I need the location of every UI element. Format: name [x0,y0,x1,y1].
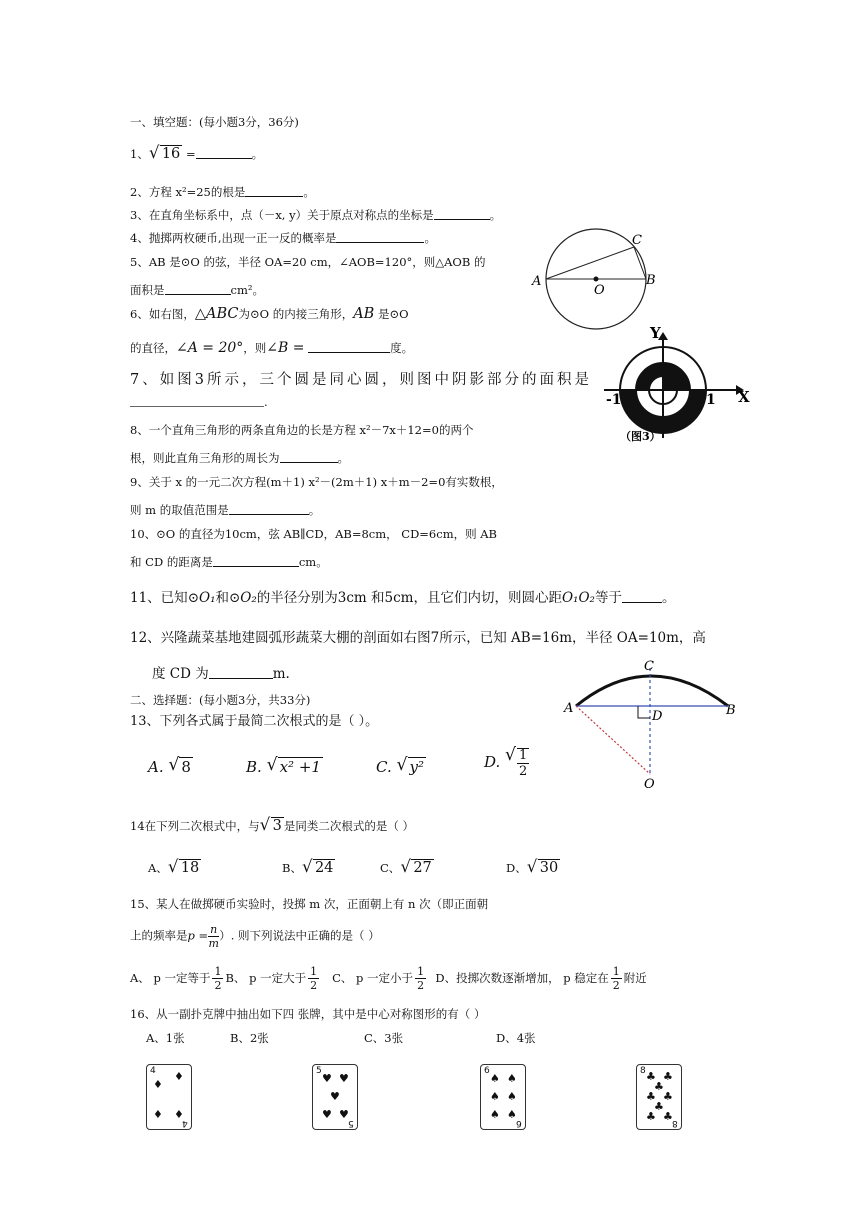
club-icon: ♣ [663,1070,673,1083]
figure-3-concentric-circles [596,322,756,444]
fig7-label-o: O [644,777,655,792]
question-15-line2: 上的频率是p = $\frac{n}{m}$ ）. 则下列说法中正确的是（ ） [130,923,380,950]
question-7-line2: . [130,394,268,410]
fig3-pos-one: 1 [706,392,716,408]
q1-answer-blank[interactable] [196,146,252,159]
question-11: 11、已知⊙O₁和⊙O₂的半径分别为3cm 和5cm，且它们内切，则圆心距O₁O₂等于 。 [130,590,676,606]
question-14: 14在下列二次根式中，与√ 3 是同类二次根式的是（ ） [130,818,414,835]
q14-option-c[interactable]: C、√ 27 [380,860,434,876]
question-10-line2: 和 CD 的距离是 cm。 [130,555,328,569]
figure-7-arc [560,656,750,792]
club-icon: ♣ [654,1100,664,1113]
q1-eq: = [185,147,196,161]
fig7-label-c: C [644,659,654,674]
question-8-line2: 根，则此直角三角形的周长为 。 [130,451,349,465]
card-four-of-diamonds: 4 4 ♦ ♦ ♦ ♦ [146,1064,192,1130]
heart-icon: ♥ [339,1108,349,1121]
question-4: 4、抛掷两枚硬币,出现一正一反的概率是 。 [130,231,436,245]
card-five-of-hearts: 5 5 ♥ ♥ ♥ ♥ ♥ [312,1064,358,1130]
question-12-line1: 12、兴隆蔬菜基地建圆弧形蔬菜大棚的剖面如右图7所示，已知 AB=16m，半径 OA=10m，高 [130,630,706,646]
q14-option-d[interactable]: D、√ 30 [506,860,560,876]
q15-option-b[interactable]: B、 p 一定大于 $\frac{1}{2}$ [225,965,318,992]
heart-icon: ♥ [322,1072,332,1085]
heart-icon: ♥ [330,1090,340,1103]
figure-circle-triangle [524,228,654,332]
question-9-line2: 则 m 的取值范围是 。 [130,503,321,517]
q9-answer-blank[interactable] [229,502,309,515]
question-9-line1: 9、关于 x 的一元二次方程(m＋1) x²－(2m＋1) x＋m－2=0有实数根， [130,475,503,489]
q5-answer-blank[interactable] [165,282,231,295]
spade-icon: ♠ [507,1090,517,1103]
club-icon: ♣ [646,1070,656,1083]
question-10-line1: 10、⊙O 的直径为10cm，弦 AB∥CD，AB=8cm， CD=6cm，则 AB [130,527,498,541]
fig1-label-o: O [594,283,605,298]
q13-option-d[interactable]: D. √ $\frac{1}{2}$ [484,748,529,778]
section2-title: 二、选择题：(每小题3分，共33分) [130,693,311,707]
question-6-line1: 6、如右图，△ABC为⊙O 的内接三角形，AB 是⊙O [130,306,409,322]
q15-option-c[interactable]: C、 p 一定小于 $\frac{1}{2}$ [332,965,425,992]
question-8-line1: 8、一个直角三角形的两条直角边的长是方程 x²－7x＋12=0的两个 [130,423,474,437]
question-5-line2: 面积是 cm²。 [130,283,264,297]
question-15-options [130,966,647,991]
question-6-line2: 的直径，∠A = 20°，则∠B = 度。 [130,340,414,356]
q3-answer-blank[interactable] [434,207,490,220]
q16-option-b[interactable]: B、2张 [230,1031,269,1045]
question-15-line1: 15、某人在做掷硬币实验时，投掷 m 次，正面朝上有 n 次（即正面朝 [130,897,489,911]
q6-answer-blank[interactable] [308,340,390,353]
fig1-label-a: A [532,274,542,289]
club-icon: ♣ [646,1110,656,1123]
q8-answer-blank[interactable] [280,450,338,463]
q13-option-a[interactable]: A. √ 8 [148,758,193,776]
q15-option-a[interactable]: A、 p 一定等于 $\frac{1}{2}$ [130,965,222,992]
spade-icon: ♠ [490,1072,500,1085]
question-12-line2: 度 CD 为 m. [152,666,290,682]
q4-answer-blank[interactable] [336,230,424,243]
q13-option-c[interactable]: C. √ y² [376,758,426,776]
fig3-caption: （图3） [620,430,661,443]
fig3-x-label: X [738,388,750,406]
diamond-icon: ♦ [174,1070,184,1083]
card-eight-of-clubs: 8 8 ♣ ♣ ♣ ♣ ♣ ♣ ♣ ♣ [636,1064,682,1130]
fig7-label-d: D [652,709,663,724]
fig7-label-b: B [726,703,736,718]
spade-icon: ♠ [507,1072,517,1085]
question-5-line1: 5、AB 是⊙O 的弦，半径 OA=20 cm，∠AOB=120°，则△AOB 的 [130,255,486,269]
spade-icon: ♠ [507,1108,517,1121]
fig3-y-label: Y [650,324,661,342]
q14-option-a[interactable]: A、√ 18 [148,860,201,876]
fig1-label-b: B [646,273,656,288]
q16-option-d[interactable]: D、4张 [496,1031,536,1045]
q15-option-d[interactable]: D、投掷次数逐渐增加， p 稳定在 $\frac{1}{2}$ 附近 [435,965,647,992]
q16-option-a[interactable]: A、1张 [146,1031,185,1045]
q12-answer-blank[interactable] [209,666,273,679]
q1-num: 1、 [130,147,149,161]
spade-icon: ♠ [490,1090,500,1103]
card-six-of-spades: 6 6 ♠ ♠ ♠ ♠ ♠ ♠ [480,1064,526,1130]
question-16: 16、从一副扑克牌中抽出如下四 张牌，其中是中心对称图形的有（ ） [130,1007,486,1021]
question-13: 13、下列各式属于最简二次根式的是（ ）。 [130,714,379,729]
q2-answer-blank[interactable] [245,184,303,197]
heart-icon: ♥ [322,1108,332,1121]
diamond-icon: ♦ [153,1078,163,1091]
question-1: 1、√ 16 = 。 [130,146,263,163]
fig7-label-a: A [564,701,574,716]
question-7-line1: 7、如图3所示，三个圆是同心圆，则图中阴影部分的面积是 [130,372,592,388]
q7-answer-blank[interactable] [130,394,264,407]
q16-option-c[interactable]: C、3张 [364,1031,404,1045]
heart-icon: ♥ [339,1072,349,1085]
q1-radical: √ 16 [149,146,182,163]
section1-title: 一、填空题：(每小题3分，36分) [130,115,299,129]
q14-option-b[interactable]: B、√ 24 [282,860,335,876]
diamond-icon: ♦ [174,1108,184,1121]
q10-answer-blank[interactable] [213,554,299,567]
q13-option-b[interactable]: B. √ x² +1 [246,758,323,776]
spade-icon: ♠ [490,1108,500,1121]
fig1-label-c: C [632,233,642,248]
club-icon: ♣ [663,1110,673,1123]
fig3-neg-one: -1 [606,392,622,408]
q11-answer-blank[interactable] [622,590,662,603]
club-icon: ♣ [663,1090,673,1103]
club-icon: ♣ [654,1080,664,1093]
club-icon: ♣ [646,1090,656,1103]
diamond-icon: ♦ [153,1108,163,1121]
question-2: 2、方程 x²=25的根是 。 [130,185,315,199]
question-3: 3、在直角坐标系中，点（－x, y）关于原点对称点的坐标是 。 [130,208,502,222]
